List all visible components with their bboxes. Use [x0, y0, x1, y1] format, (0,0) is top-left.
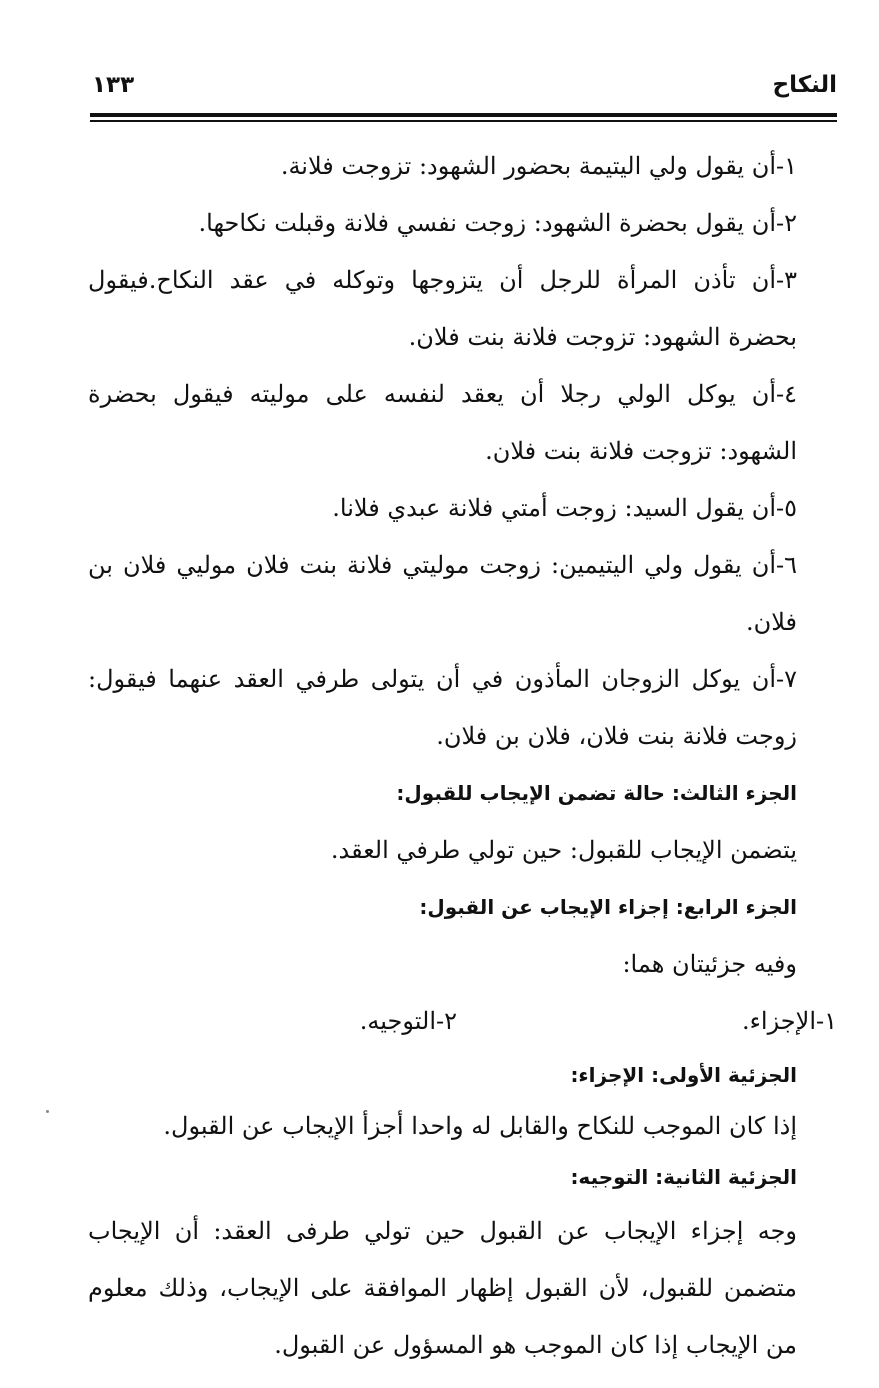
list-item: ٣-أن تأذن المرأة للرجل أن يتزوجها وتوكله في عقد النكاح.فيقول بحضرة الشهود: تزوجت فلانة بنت فلان.	[88, 266, 797, 351]
list-item: ١-أن يقول ولي اليتيمة بحضور الشهود: تزوجت فلانة.	[280, 152, 797, 180]
running-title: النكاح	[772, 72, 837, 98]
page-number: ١٣٣	[92, 72, 135, 98]
list-item: ٧-أن يوكل الزوجان المأذون في أن يتولى طرفي العقد عنهما فيقول: زوجت فلانة بنت فلان، فلان بن فلان.	[88, 665, 797, 750]
section-heading: الجزء الثالث: حالة تضمن الإيجاب للقبول:	[396, 781, 797, 805]
header-rule-thick	[90, 113, 837, 117]
parts-row	[88, 993, 837, 1050]
subsection-heading: الجزئية الأولى: الإجزاء:	[570, 1063, 797, 1087]
list-item: ٤-أن يوكل الولي رجلا أن يعقد لنفسه على موليته فيقول بحضرة الشهود: تزوجت فلانة بنت فلان.	[88, 380, 797, 465]
subsection-heading: الجزئية الثانية: التوجيه:	[570, 1165, 797, 1189]
page-body	[88, 138, 837, 1374]
part-item: ٢-التوجيه.	[359, 1007, 457, 1035]
section-intro: وفيه جزئيتان هما:	[622, 950, 797, 978]
subsection-text: وجه إجزاء الإيجاب عن القبول حين تولي طرفى العقد: أن الإيجاب متضمن للقبول، لأن القبول إظهار الموافقة على الإيجاب، وذلك معلوم من الإيجاب إذا كان الموجب هو المسؤول عن القبول.	[88, 1217, 797, 1359]
list-item: ٦-أن يقول ولي اليتيمين: زوجت موليتي فلانة بنت فلان موليي فلان بن فلان.	[88, 551, 797, 636]
page-header	[92, 72, 837, 116]
part-item: ١-الإجزاء.	[741, 1007, 837, 1035]
list-item: ٥-أن يقول السيد: زوجت أمتي فلانة عبدي فلانا.	[332, 494, 797, 522]
subsection-text: إذا كان الموجب للنكاح والقابل له واحدا أجزأ الإيجاب عن القبول.	[163, 1112, 797, 1140]
header-rule-thin	[90, 120, 837, 122]
margin-speck	[46, 1110, 49, 1113]
list-item: ٢-أن يقول بحضرة الشهود: زوجت نفسي فلانة وقبلت نكاحها.	[198, 209, 797, 237]
section-text: يتضمن الإيجاب للقبول: حين تولي طرفي العقد.	[330, 836, 797, 864]
section-heading: الجزء الرابع: إجزاء الإيجاب عن القبول:	[419, 895, 797, 919]
